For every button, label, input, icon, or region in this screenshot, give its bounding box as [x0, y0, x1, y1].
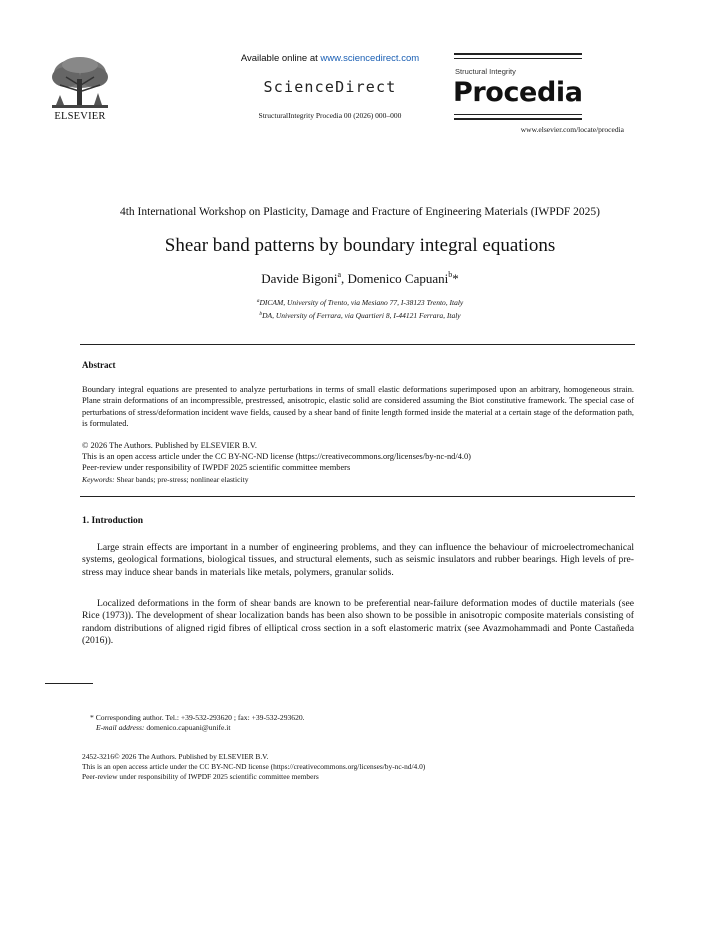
available-online-text: Available online at: [240, 53, 321, 64]
masthead-bottom-rule: [454, 118, 582, 120]
journal-site-url[interactable]: www.elsevier.com/locate/procedia: [520, 125, 624, 134]
footnote-rule: [45, 683, 93, 684]
author-1: Davide Bigoni: [261, 271, 338, 286]
issn-line: 2452-3216© 2026 The Authors. Published by ELSEVIER B.V.: [82, 752, 269, 761]
masthead-top-rule-thin: [454, 58, 582, 59]
abstract-copyright: © 2026 The Authors. Published by ELSEVIER B.V.: [82, 441, 257, 450]
intro-paragraph-1: Large strain effects are important in a number of engineering problems, and they can influence the behaviour of microelectromechanical systems, geological formations, biological tissues, and structural elements, such as seismic insulators and rubber bearings. High levels of pre-stress may induce shear bands in materials like metals, polymers, granular solids.: [82, 542, 634, 578]
masthead-bottom-rule-thin: [454, 114, 582, 115]
affiliation-a-text: DICAM, University of Trento, via Mesiano 77, I-38123 Trento, Italy: [259, 298, 464, 307]
keywords-label: Keywords:: [82, 475, 115, 484]
sciencedirect-wordmark: ScienceDirect: [263, 78, 397, 96]
journal-reference: StructuralIntegrity Procedia 00 (2026) 000–000: [258, 111, 402, 120]
affiliation-b-text: DA, University of Ferrara, via Quartieri 8, I-44121 Ferrara, Italy: [262, 311, 461, 320]
sciencedirect-link[interactable]: www.sciencedirect.com: [320, 53, 420, 64]
affiliation-a: [40, 298, 680, 307]
affiliation-b: [40, 311, 680, 320]
affiliation-b-mark: b: [259, 311, 263, 317]
elsevier-wordmark: ELSEVIER: [54, 111, 106, 122]
abstract-heading: Abstract: [82, 360, 116, 370]
keywords-text: Shear bands; pre-stress; nonlinear elasticity: [114, 475, 249, 484]
abstract-license: This is an open access article under the CC BY-NC-ND license (https://creativecommons.org/licenses/by-nc-nd/4.0): [82, 452, 471, 461]
license-line: This is an open access article under the CC BY-NC-ND license (https://creativecommons.org/licenses/by-nc-nd/4.0): [82, 762, 426, 771]
affiliation-a-mark: a: [256, 298, 260, 304]
author-1-affiliation-mark: a: [337, 270, 341, 279]
author-2-affiliation-mark: b: [448, 270, 453, 279]
corresponding-mark: *: [452, 271, 459, 286]
corresponding-author-note: * Corresponding author. Tel.: +39-532-293620 ; fax: +39-532-293620.: [90, 713, 305, 722]
masthead-top-rule: [454, 53, 582, 55]
intro-paragraph-2: Localized deformations in the form of shear bands are known to be preferential near-failure deformation modes of ductile materials (see Rice (1973)). The development of shear localization bands has been also shown to be possible in anisotropic composite materials consisting of random distributions of aligned rigid fibres of elliptical cross section in a soft elastomeric matrix (see Avazmohammadi and Ponte Castañeda (2016)).: [82, 598, 634, 647]
peer-review-line: Peer-review under responsibility of IWPDF 2025 scientific committee members: [82, 772, 319, 781]
abstract-bottom-rule: [80, 496, 635, 497]
conference-name: 4th International Workshop on Plasticity, Damage and Fracture of Engineering Materials (IWPDF 2025): [119, 206, 601, 218]
email-address[interactable]: domenico.capuani@unife.it: [144, 723, 231, 732]
abstract-text: Boundary integral equations are presented to analyze perturbations in terms of small elastic deformations superimposed upon an arbitrary, homogeneous strain. Plane strain deformations of an incompressible, prestressed, anisotropic, elastic solid are considered assuming the Biot constitutive framework. The special case of perturbations of stress/deformation incident wave fields, caused by a shear band of finite length formed inside the material at a certain stage of the deformation path, is formulated.: [82, 385, 634, 428]
email-label: E-mail address:: [96, 723, 145, 732]
journal-big-title: Procedia: [453, 77, 583, 108]
journal-small-title: Structural Integrity: [455, 67, 516, 76]
available-online-line: [170, 53, 490, 64]
abstract-peer-review: Peer-review under responsibility of IWPDF 2025 scientific committee members: [82, 463, 351, 472]
author-2: , Domenico Capuani: [341, 271, 449, 286]
section-heading-introduction: 1. Introduction: [82, 516, 144, 526]
abstract-top-rule: [80, 344, 635, 345]
paper-title: Shear band patterns by boundary integral equations: [164, 235, 556, 256]
author-list: [40, 270, 680, 287]
keywords-line: [82, 474, 634, 485]
email-note: [96, 723, 231, 732]
